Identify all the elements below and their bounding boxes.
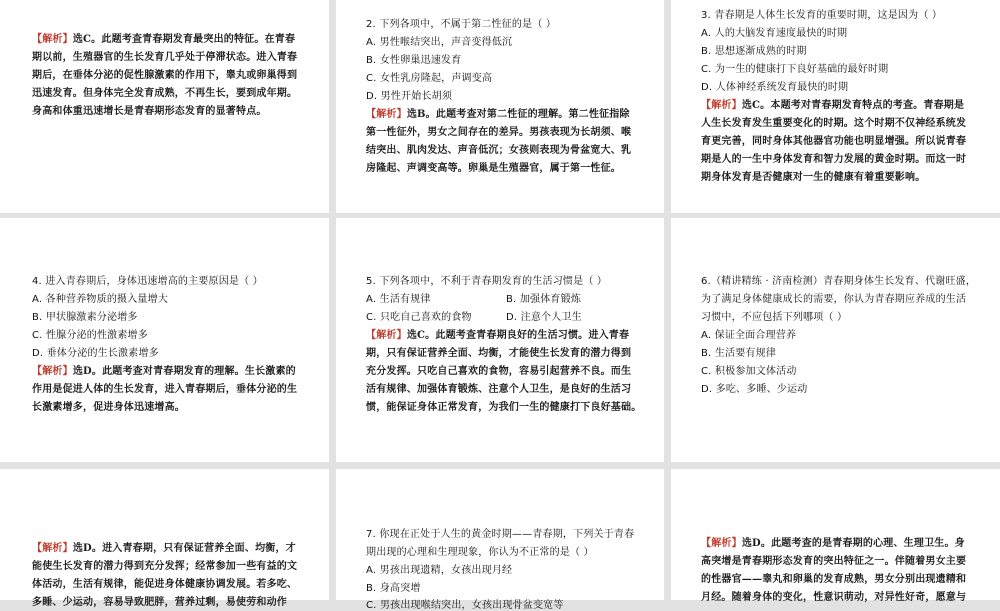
option-c[interactable]: C. 性腺分泌的性激素增多 — [32, 330, 148, 341]
option-b[interactable]: B. 甲状腺激素分泌增多 — [32, 312, 138, 323]
option-a[interactable]: A. 各种营养物质的摄入量增大 — [32, 294, 169, 305]
analysis-line: 房隆起、声调变高等。卵巢是生殖器官，属于第一性征。 — [366, 163, 621, 174]
option-a[interactable]: A. 男孩出现遗精，女孩出现月经 — [366, 565, 513, 576]
card-question-3 — [671, 0, 1000, 213]
question-text: 7. 你现在正处于人生的黄金时期——青春期，下列关于青春 — [366, 529, 635, 540]
analysis-line: 能使生长发育的潜力得到充分发挥；经常参加一些有益的文 — [32, 561, 298, 572]
analysis-line: 充分发挥。只吃自己喜欢的食物，容易引起营养不良。而生 — [366, 366, 632, 377]
analysis-line: 【解析】选D。进入青春期，只有保证营养全面、均衡，才 — [32, 543, 296, 554]
option-b[interactable]: B. 加强体育锻炼 — [506, 294, 582, 305]
option-c[interactable]: C. 只吃自己喜欢的食物 — [366, 312, 472, 323]
option-b[interactable]: B. 生活要有规律 — [701, 348, 777, 359]
analysis-line: 【解析】选D。此题考查对青春期发育的理解。生长激素的 — [32, 366, 296, 377]
question-text: 2. 下列各项中，不属于第二性征的是（ ） — [366, 19, 557, 30]
analysis-line: 作用是促进人体的生长发育，进入青春期后，垂体分泌的生 — [32, 384, 298, 395]
option-b[interactable]: B. 身高突增 — [366, 583, 421, 594]
option-b[interactable]: B. 女性卵巢迅速发育 — [366, 55, 462, 66]
card-question-5 — [336, 218, 664, 462]
analysis-line: 期是人的一生中身体发育和智力发展的黄金时期。而这一时 — [701, 154, 967, 165]
analysis-line: 【解析】选C。此题考查青春期发育最突出的特征。在青春 — [32, 34, 296, 45]
option-c[interactable]: C. 女性乳房隆起，声调变高 — [366, 73, 493, 84]
analysis-line: 迅速发育。但身体完全发育成熟，不再生长，要到成年期。 — [32, 88, 298, 99]
option-c[interactable]: C. 男孩出现喉结突出，女孩出现骨盆变宽等 — [366, 600, 564, 611]
question-text: 3. 青春期是人体生长发育的重要时期，这是因为（ ） — [701, 10, 943, 21]
card-question-2 — [336, 0, 664, 213]
analysis-line: 活有规律、加强体育锻炼、注意个人卫生，是良好的生活习 — [366, 384, 632, 395]
analysis-line: 体活动，生活有规律，能促进身体健康协调发展。若多吃、 — [32, 579, 298, 590]
question-text: 4. 进入青春期后，身体迅速增高的主要原因是（ ） — [32, 276, 263, 287]
analysis-line: 高突增是青春期形态发育的突出特征之一。伴随着男女主要 — [701, 556, 967, 567]
option-a[interactable]: A. 人的大脑发育速度最快的时期 — [701, 28, 848, 39]
option-c[interactable]: C. 为一生的健康打下良好基础的最好时期 — [701, 64, 889, 75]
option-a[interactable]: A. 保证全面合理营养 — [701, 330, 797, 341]
question-text: 期出现的心理和生理现象，你认为不正常的是（ ） — [366, 547, 594, 558]
card-analysis-9 — [671, 469, 1000, 603]
option-d[interactable]: D. 男性开始长胡须 — [366, 91, 453, 102]
analysis-line: 身高和体重迅速增长是青春期形态发育的显著特点。 — [32, 106, 267, 117]
question-text: 5. 下列各项中，不利于青春期发育的生活习惯是（ ） — [366, 276, 608, 287]
option-row — [366, 308, 582, 323]
option-d[interactable]: D. 垂体分泌的生长激素增多 — [32, 348, 159, 359]
analysis-line: 第一性征外，男女之间存在的差异。男孩表现为长胡须、喉 — [366, 127, 632, 138]
analysis-line: 长激素增多，促进身体迅速增高。 — [32, 402, 185, 413]
card-question-4 — [0, 218, 329, 462]
option-d[interactable]: D. 多吃、多睡、少运动 — [701, 384, 808, 395]
option-row — [366, 290, 581, 305]
analysis-line: 多睡、少运动，容易导致肥胖，营养过剩，易使劳和动作 — [32, 597, 287, 608]
question-text: 6.（精讲精练 · 济南检测）青春期身体生长发育、代谢旺盛， — [701, 276, 977, 287]
option-a[interactable]: A. 生活有规律 — [366, 294, 431, 305]
card-analysis-1 — [0, 0, 329, 213]
analysis-line: 期，只有保证营养全面、均衡，才能使生长发育的潜力得到 — [366, 348, 632, 359]
analysis-line: 结突出、肌肉发达、声音低沉；女孩则表现为骨盆宽大、乳 — [366, 145, 632, 156]
analysis-line: 育更完善，同时身体其他器官功能也明显增强。所以说青春 — [701, 136, 967, 147]
analysis-line: 【解析】选B。此题考查对第二性征的理解。第二性征指除 — [366, 109, 630, 120]
analysis-line: 惯，能保证身体正常发育，为我们一生的健康打下良好基础。 — [366, 402, 642, 413]
analysis-line: 人生长发育发生重要变化的时期。这个时期不仅神经系统发 — [701, 118, 967, 129]
option-a[interactable]: A. 男性喉结突出，声音变得低沉 — [366, 37, 513, 48]
analysis-line: 【解析】选C。此题考查青春期良好的生活习惯。进入青春 — [366, 330, 630, 341]
card-analysis-7 — [0, 469, 329, 608]
option-b[interactable]: B. 思想逐渐成熟的时期 — [701, 46, 807, 57]
analysis-line: 期身体发育是否健康对一生的健康有着重要影响。 — [701, 172, 926, 183]
question-text: 习惯中，不应包括下列哪项（ ） — [701, 312, 848, 323]
option-d[interactable]: D. 注意个人卫生 — [506, 312, 582, 323]
analysis-line: 期以前，生殖器官的生长发育几乎处于停滞状态。进入青春 — [32, 52, 298, 63]
analysis-line: 期后，在垂体分泌的促性腺激素的作用下，睾丸或卵巢得到 — [32, 70, 298, 81]
analysis-line: 的性器官——睾丸和卵巢的发育成熟，男女分别出现遗精和 — [701, 574, 967, 585]
card-question-6 — [671, 218, 1000, 462]
option-c[interactable]: C. 积极参加文体活动 — [701, 366, 797, 377]
question-text: 为了满足身体健康成长的需要，你认为青春期应养成的生活 — [701, 294, 967, 305]
card-question-7 — [336, 469, 664, 611]
analysis-line: 【解析】选D。此题考查的是青春期的心理、生理卫生。身 — [701, 538, 965, 549]
analysis-line: 【解析】选C。本题考对青春期发育特点的考查。青春期是 — [701, 100, 965, 111]
analysis-line: 月经。随着身体的变化，性意识萌动，对异性好奇，愿意与 — [701, 592, 967, 603]
option-d[interactable]: D. 人体神经系统发育最快的时期 — [701, 82, 849, 93]
